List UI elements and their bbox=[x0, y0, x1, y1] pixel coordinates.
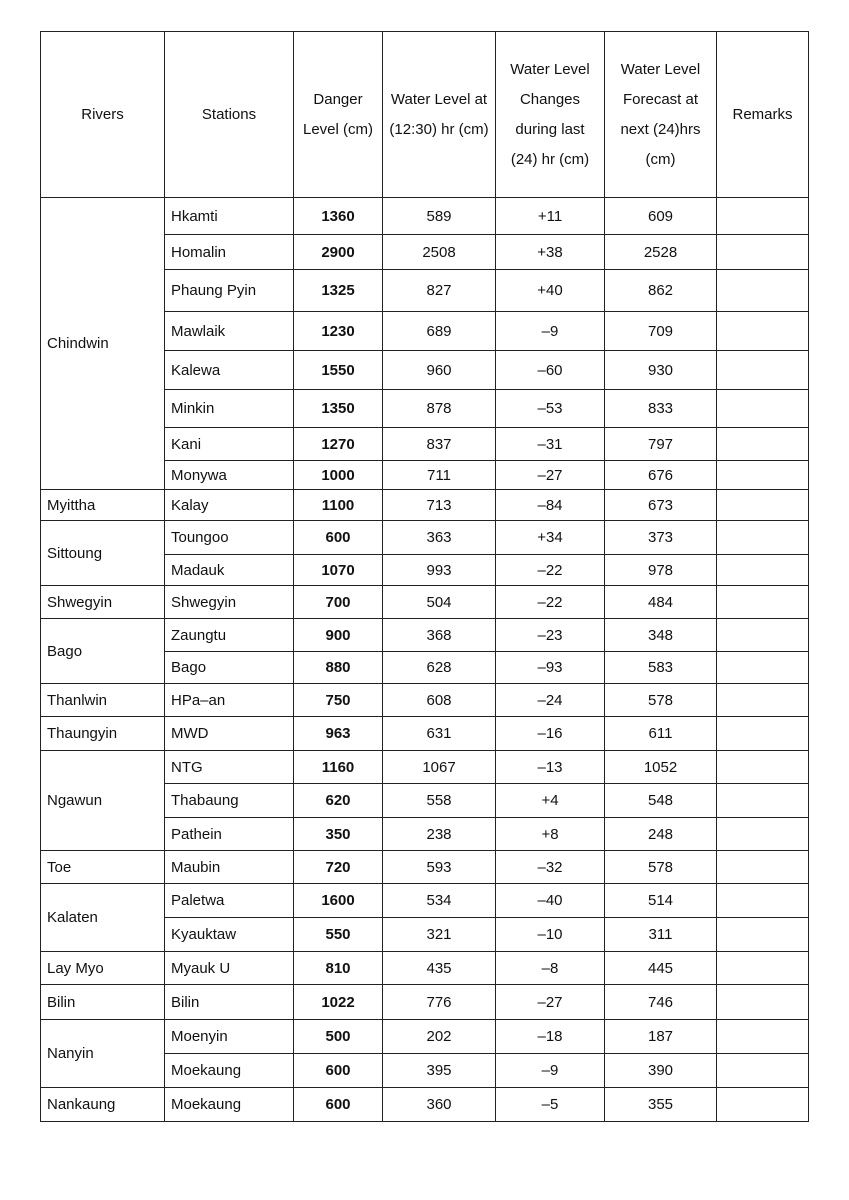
water-level-change-cell: –16 bbox=[496, 717, 605, 751]
danger-level-cell: 1000 bbox=[294, 461, 383, 490]
station-name: Phaung Pyin bbox=[165, 270, 294, 312]
danger-level-cell: 1600 bbox=[294, 884, 383, 918]
remarks-cell bbox=[717, 428, 809, 461]
remarks-cell bbox=[717, 619, 809, 652]
water-level-cell: 238 bbox=[383, 818, 496, 851]
water-level-change-cell: +11 bbox=[496, 198, 605, 235]
water-level-change-cell: +40 bbox=[496, 270, 605, 312]
remarks-cell bbox=[717, 918, 809, 952]
river-name: Kalaten bbox=[41, 884, 165, 952]
remarks-cell bbox=[717, 684, 809, 717]
water-level-change-cell: –60 bbox=[496, 351, 605, 390]
danger-level-cell: 963 bbox=[294, 717, 383, 751]
water-level-cell: 776 bbox=[383, 985, 496, 1020]
water-level-cell: 628 bbox=[383, 652, 496, 684]
water-level-cell: 534 bbox=[383, 884, 496, 918]
header-water-level: Water Level at (12:30) hr (cm) bbox=[383, 32, 496, 198]
remarks-cell bbox=[717, 884, 809, 918]
remarks-cell bbox=[717, 586, 809, 619]
station-name: Myauk U bbox=[165, 952, 294, 985]
water-level-change-cell: –8 bbox=[496, 952, 605, 985]
station-name: Bago bbox=[165, 652, 294, 684]
header-row bbox=[41, 32, 809, 198]
station-name: Madauk bbox=[165, 555, 294, 586]
remarks-cell bbox=[717, 1054, 809, 1088]
station-name: Pathein bbox=[165, 818, 294, 851]
danger-level-cell: 1230 bbox=[294, 312, 383, 351]
remarks-cell bbox=[717, 851, 809, 884]
danger-level-cell: 720 bbox=[294, 851, 383, 884]
forecast-cell: 445 bbox=[605, 952, 717, 985]
water-level-cell: 608 bbox=[383, 684, 496, 717]
station-name: Moekaung bbox=[165, 1054, 294, 1088]
remarks-cell bbox=[717, 351, 809, 390]
station-name: Shwegyin bbox=[165, 586, 294, 619]
danger-level-cell: 500 bbox=[294, 1020, 383, 1054]
danger-level-cell: 550 bbox=[294, 918, 383, 952]
danger-level-cell: 1100 bbox=[294, 490, 383, 521]
table-row bbox=[41, 717, 809, 751]
river-name: Thanlwin bbox=[41, 684, 165, 717]
danger-level-cell: 600 bbox=[294, 1054, 383, 1088]
water-level-cell: 713 bbox=[383, 490, 496, 521]
header-water-level-forecast: Water Level Forecast at next (24)hrs (cm) bbox=[605, 32, 717, 198]
danger-level-cell: 1160 bbox=[294, 751, 383, 784]
table-row bbox=[41, 490, 809, 521]
water-level-cell: 1067 bbox=[383, 751, 496, 784]
forecast-cell: 390 bbox=[605, 1054, 717, 1088]
table-row bbox=[41, 884, 809, 918]
station-name: Moekaung bbox=[165, 1088, 294, 1122]
water-level-cell: 360 bbox=[383, 1088, 496, 1122]
danger-level-cell: 880 bbox=[294, 652, 383, 684]
water-level-cell: 689 bbox=[383, 312, 496, 351]
water-level-table bbox=[40, 31, 809, 1122]
danger-level-cell: 350 bbox=[294, 818, 383, 851]
water-level-change-cell: +4 bbox=[496, 784, 605, 818]
danger-level-cell: 1270 bbox=[294, 428, 383, 461]
water-level-change-cell: –32 bbox=[496, 851, 605, 884]
table-row bbox=[41, 1020, 809, 1054]
remarks-cell bbox=[717, 390, 809, 428]
danger-level-cell: 700 bbox=[294, 586, 383, 619]
water-level-change-cell: –9 bbox=[496, 1054, 605, 1088]
water-level-cell: 993 bbox=[383, 555, 496, 586]
forecast-cell: 355 bbox=[605, 1088, 717, 1122]
water-level-cell: 593 bbox=[383, 851, 496, 884]
river-name: Bilin bbox=[41, 985, 165, 1020]
water-level-change-cell: +38 bbox=[496, 235, 605, 270]
station-name: Homalin bbox=[165, 235, 294, 270]
station-name: Thabaung bbox=[165, 784, 294, 818]
danger-level-cell: 600 bbox=[294, 1088, 383, 1122]
forecast-cell: 709 bbox=[605, 312, 717, 351]
forecast-cell: 578 bbox=[605, 851, 717, 884]
station-name: Moenyin bbox=[165, 1020, 294, 1054]
station-name: Maubin bbox=[165, 851, 294, 884]
station-name: Kalewa bbox=[165, 351, 294, 390]
table-row bbox=[41, 198, 809, 235]
water-level-change-cell: –22 bbox=[496, 555, 605, 586]
danger-level-cell: 2900 bbox=[294, 235, 383, 270]
remarks-cell bbox=[717, 312, 809, 351]
forecast-cell: 2528 bbox=[605, 235, 717, 270]
forecast-cell: 373 bbox=[605, 521, 717, 555]
table-row bbox=[41, 985, 809, 1020]
water-level-change-cell: –9 bbox=[496, 312, 605, 351]
water-level-change-cell: –24 bbox=[496, 684, 605, 717]
river-name: Nankaung bbox=[41, 1088, 165, 1122]
table-row bbox=[41, 751, 809, 784]
water-level-change-cell: –84 bbox=[496, 490, 605, 521]
river-name: Shwegyin bbox=[41, 586, 165, 619]
table-body bbox=[41, 198, 809, 1122]
river-name: Sittoung bbox=[41, 521, 165, 586]
river-name: Toe bbox=[41, 851, 165, 884]
danger-level-cell: 1022 bbox=[294, 985, 383, 1020]
water-level-change-cell: –53 bbox=[496, 390, 605, 428]
water-level-change-cell: –27 bbox=[496, 461, 605, 490]
remarks-cell bbox=[717, 461, 809, 490]
table-row bbox=[41, 952, 809, 985]
river-name: Ngawun bbox=[41, 751, 165, 851]
forecast-cell: 978 bbox=[605, 555, 717, 586]
station-name: Minkin bbox=[165, 390, 294, 428]
danger-level-cell: 600 bbox=[294, 521, 383, 555]
forecast-cell: 797 bbox=[605, 428, 717, 461]
remarks-cell bbox=[717, 490, 809, 521]
remarks-cell bbox=[717, 952, 809, 985]
river-name: Lay Myo bbox=[41, 952, 165, 985]
forecast-cell: 311 bbox=[605, 918, 717, 952]
forecast-cell: 484 bbox=[605, 586, 717, 619]
forecast-cell: 676 bbox=[605, 461, 717, 490]
danger-level-cell: 900 bbox=[294, 619, 383, 652]
station-name: Mawlaik bbox=[165, 312, 294, 351]
station-name: Toungoo bbox=[165, 521, 294, 555]
forecast-cell: 578 bbox=[605, 684, 717, 717]
danger-level-cell: 1070 bbox=[294, 555, 383, 586]
station-name: Zaungtu bbox=[165, 619, 294, 652]
remarks-cell bbox=[717, 270, 809, 312]
remarks-cell bbox=[717, 198, 809, 235]
remarks-cell bbox=[717, 1088, 809, 1122]
river-name: Myittha bbox=[41, 490, 165, 521]
station-name: Hkamti bbox=[165, 198, 294, 235]
table-row bbox=[41, 521, 809, 555]
remarks-cell bbox=[717, 818, 809, 851]
header-danger-level: Danger Level (cm) bbox=[294, 32, 383, 198]
river-name: Chindwin bbox=[41, 198, 165, 490]
danger-level-cell: 810 bbox=[294, 952, 383, 985]
station-name: NTG bbox=[165, 751, 294, 784]
danger-level-cell: 1550 bbox=[294, 351, 383, 390]
forecast-cell: 548 bbox=[605, 784, 717, 818]
water-level-cell: 2508 bbox=[383, 235, 496, 270]
remarks-cell bbox=[717, 784, 809, 818]
station-name: Kani bbox=[165, 428, 294, 461]
water-level-cell: 202 bbox=[383, 1020, 496, 1054]
forecast-cell: 514 bbox=[605, 884, 717, 918]
forecast-cell: 862 bbox=[605, 270, 717, 312]
header-water-level-changes: Water Level Changes during last (24) hr (cm) bbox=[496, 32, 605, 198]
station-name: Bilin bbox=[165, 985, 294, 1020]
forecast-cell: 746 bbox=[605, 985, 717, 1020]
table-row bbox=[41, 684, 809, 717]
water-level-change-cell: –10 bbox=[496, 918, 605, 952]
river-name: Bago bbox=[41, 619, 165, 684]
remarks-cell bbox=[717, 521, 809, 555]
water-level-cell: 837 bbox=[383, 428, 496, 461]
remarks-cell bbox=[717, 652, 809, 684]
remarks-cell bbox=[717, 1020, 809, 1054]
water-level-change-cell: –13 bbox=[496, 751, 605, 784]
water-level-change-cell: –93 bbox=[496, 652, 605, 684]
forecast-cell: 609 bbox=[605, 198, 717, 235]
danger-level-cell: 1360 bbox=[294, 198, 383, 235]
water-level-change-cell: –31 bbox=[496, 428, 605, 461]
water-level-cell: 558 bbox=[383, 784, 496, 818]
header-stations: Stations bbox=[165, 32, 294, 198]
water-level-change-cell: –23 bbox=[496, 619, 605, 652]
danger-level-cell: 1350 bbox=[294, 390, 383, 428]
water-level-cell: 631 bbox=[383, 717, 496, 751]
table-row bbox=[41, 619, 809, 652]
danger-level-cell: 750 bbox=[294, 684, 383, 717]
forecast-cell: 673 bbox=[605, 490, 717, 521]
table-row bbox=[41, 1088, 809, 1122]
water-level-cell: 711 bbox=[383, 461, 496, 490]
river-name: Nanyin bbox=[41, 1020, 165, 1088]
remarks-cell bbox=[717, 751, 809, 784]
forecast-cell: 583 bbox=[605, 652, 717, 684]
header-remarks: Remarks bbox=[717, 32, 809, 198]
water-level-cell: 827 bbox=[383, 270, 496, 312]
forecast-cell: 611 bbox=[605, 717, 717, 751]
table-row bbox=[41, 851, 809, 884]
station-name: Paletwa bbox=[165, 884, 294, 918]
water-level-cell: 321 bbox=[383, 918, 496, 952]
water-level-change-cell: –18 bbox=[496, 1020, 605, 1054]
water-level-change-cell: –27 bbox=[496, 985, 605, 1020]
danger-level-cell: 1325 bbox=[294, 270, 383, 312]
header-rivers: Rivers bbox=[41, 32, 165, 198]
water-level-cell: 504 bbox=[383, 586, 496, 619]
forecast-cell: 187 bbox=[605, 1020, 717, 1054]
water-level-change-cell: –5 bbox=[496, 1088, 605, 1122]
forecast-cell: 833 bbox=[605, 390, 717, 428]
station-name: Kyauktaw bbox=[165, 918, 294, 952]
station-name: MWD bbox=[165, 717, 294, 751]
remarks-cell bbox=[717, 235, 809, 270]
water-level-cell: 878 bbox=[383, 390, 496, 428]
table-row bbox=[41, 586, 809, 619]
station-name: Kalay bbox=[165, 490, 294, 521]
river-name: Thaungyin bbox=[41, 717, 165, 751]
forecast-cell: 248 bbox=[605, 818, 717, 851]
forecast-cell: 1052 bbox=[605, 751, 717, 784]
station-name: HPa–an bbox=[165, 684, 294, 717]
forecast-cell: 930 bbox=[605, 351, 717, 390]
forecast-cell: 348 bbox=[605, 619, 717, 652]
station-name: Monywa bbox=[165, 461, 294, 490]
water-level-change-cell: +8 bbox=[496, 818, 605, 851]
water-level-change-cell: +34 bbox=[496, 521, 605, 555]
water-level-cell: 960 bbox=[383, 351, 496, 390]
water-level-cell: 368 bbox=[383, 619, 496, 652]
water-level-change-cell: –40 bbox=[496, 884, 605, 918]
water-level-cell: 363 bbox=[383, 521, 496, 555]
water-level-change-cell: –22 bbox=[496, 586, 605, 619]
water-level-cell: 589 bbox=[383, 198, 496, 235]
water-level-cell: 395 bbox=[383, 1054, 496, 1088]
remarks-cell bbox=[717, 985, 809, 1020]
water-level-cell: 435 bbox=[383, 952, 496, 985]
remarks-cell bbox=[717, 717, 809, 751]
danger-level-cell: 620 bbox=[294, 784, 383, 818]
remarks-cell bbox=[717, 555, 809, 586]
